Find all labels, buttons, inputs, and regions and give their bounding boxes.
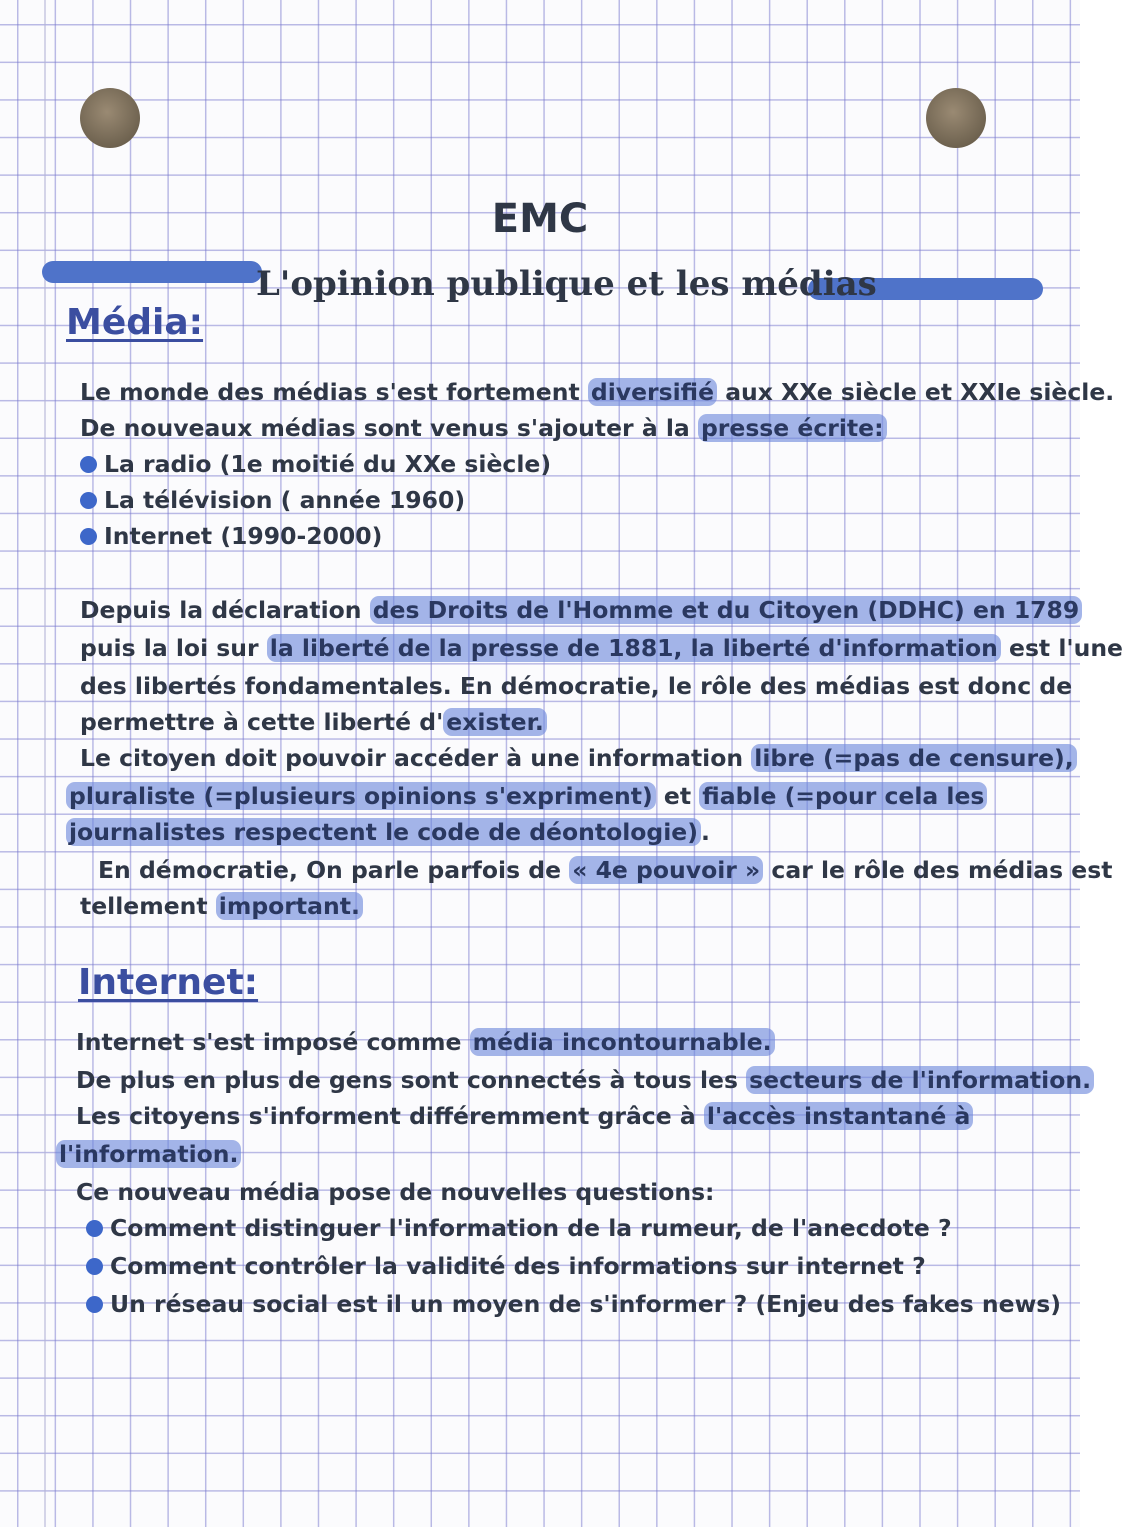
list-item-text: Comment distinguer l'information de la rumeur, de l'anecdote ? — [110, 1214, 952, 1242]
text-segment: puis la loi sur — [80, 634, 267, 662]
highlighted-text: diversifié — [588, 378, 717, 406]
text-segment: tellement — [80, 892, 216, 920]
text-segment: car le rôle des médias est — [763, 856, 1113, 884]
text-segment: Les citoyens s'informent différemment grâce à — [76, 1102, 704, 1130]
media-para2-line-3: des libertés fondamentales. En démocratie, le rôle des médias est donc de — [80, 672, 1073, 700]
bullet-dot-icon — [86, 1296, 103, 1313]
binder-hole-left — [80, 88, 140, 148]
highlighted-text: l'accès instantané à — [704, 1102, 973, 1130]
highlighted-text: journalistes respectent le code de déontologie) — [66, 818, 701, 846]
media-intro-line-1 — [80, 378, 1114, 406]
text-segment: Le monde des médias s'est fortement — [80, 378, 588, 406]
highlighted-text: des Droits de l'Homme et du Citoyen (DDHC) en 1789 — [370, 596, 1083, 624]
bullet-dot-icon — [80, 456, 97, 473]
highlighted-text: « 4e pouvoir » — [569, 856, 763, 884]
list-item — [80, 522, 382, 550]
text-segment: et — [655, 782, 700, 810]
media-intro-line-2 — [80, 414, 887, 442]
list-item-text: La radio (1e moitié du XXe siècle) — [104, 450, 552, 478]
text-segment: aux XXe siècle et XXIe siècle. — [717, 378, 1115, 406]
text-segment: est l'une — [1000, 634, 1123, 662]
text-segment: En démocratie, On parle parfois de — [98, 856, 570, 884]
text-segment: . — [700, 818, 710, 846]
page-title: EMC — [491, 196, 589, 242]
text-segment: Depuis la déclaration — [80, 596, 370, 624]
list-item-text: Un réseau social est il un moyen de s'informer ? (Enjeu des fakes news) — [110, 1290, 1062, 1318]
page-subtitle: L'opinion publique et les médias — [256, 264, 877, 304]
binder-hole-right — [926, 88, 986, 148]
internet-line-4 — [56, 1140, 241, 1168]
text-segment: De plus en plus de gens sont connectés à tous les — [76, 1066, 747, 1094]
highlighted-text: pluraliste (=plusieurs opinions s'expriment) — [66, 782, 656, 810]
media-para4-line-1 — [98, 856, 1112, 884]
bullet-dot-icon — [80, 492, 97, 509]
highlighted-text: secteurs de l'information. — [746, 1066, 1094, 1094]
bullet-dot-icon — [80, 528, 97, 545]
list-item-text: Comment contrôler la validité des informations sur internet ? — [110, 1252, 926, 1280]
highlighted-text: important. — [216, 892, 363, 920]
text-segment: Le citoyen doit pouvoir accéder à une information — [80, 744, 752, 772]
media-para3-line-1 — [80, 744, 1077, 772]
list-item-text: La télévision ( année 1960) — [104, 486, 466, 514]
highlighted-text: média incontournable. — [470, 1028, 775, 1056]
list-item — [80, 486, 465, 514]
media-para4-line-2 — [80, 892, 363, 920]
highlighted-text: presse écrite: — [698, 414, 887, 442]
media-para2-line-4 — [80, 708, 547, 736]
list-item — [86, 1252, 926, 1280]
media-para2-line-1 — [80, 596, 1082, 624]
internet-line-5: Ce nouveau média pose de nouvelles questions: — [76, 1178, 715, 1206]
internet-line-2 — [76, 1066, 1094, 1094]
section-heading-internet: Internet: — [78, 962, 259, 1003]
bullet-dot-icon — [86, 1220, 103, 1237]
highlighted-text: l'information. — [56, 1140, 241, 1168]
highlighted-text: fiable (=pour cela les — [699, 782, 987, 810]
internet-line-1 — [76, 1028, 775, 1056]
decorative-highlight-stroke-left — [42, 261, 262, 283]
list-item — [80, 450, 551, 478]
text-segment: permettre à cette liberté d' — [80, 708, 444, 736]
highlighted-text: libre (=pas de censure), — [751, 744, 1076, 772]
list-item — [86, 1214, 952, 1242]
list-item — [86, 1290, 1061, 1318]
text-segment: De nouveaux médias sont venus s'ajouter à la — [80, 414, 698, 442]
bullet-dot-icon — [86, 1258, 103, 1275]
media-para2-line-2 — [80, 634, 1123, 662]
internet-line-3 — [76, 1102, 973, 1130]
highlighted-text: la liberté de la presse de 1881, la liberté d'information — [267, 634, 1001, 662]
highlighted-text: exister. — [443, 708, 546, 736]
list-item-text: Internet (1990-2000) — [104, 522, 383, 550]
media-para3-line-3 — [66, 818, 710, 846]
text-segment: Internet s'est imposé comme — [76, 1028, 470, 1056]
media-para3-line-2 — [66, 782, 987, 810]
section-heading-media: Média: — [66, 302, 204, 343]
